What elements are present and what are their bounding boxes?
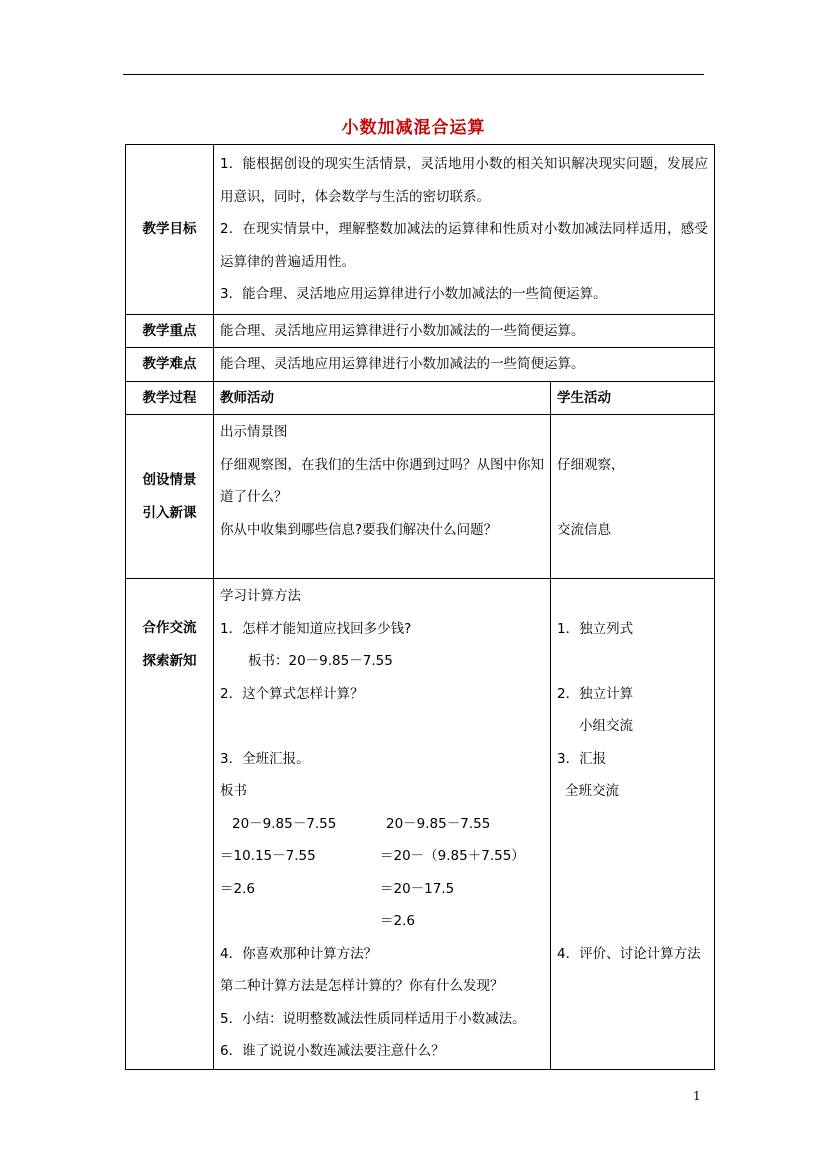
section-2-row <box>126 579 715 1070</box>
section-2-teacher-line-7: 4．你喜欢那种计算方法？ <box>220 945 378 962</box>
objective-3: 3．能合理、灵活地应用运算律进行小数加减法的一些简便运算。 <box>220 286 607 302</box>
section-2-student-line-4: 3．汇报 <box>557 750 607 767</box>
objectives-label: 教学目标 <box>126 145 214 315</box>
objective-1: 1．能根据创设的现实生活情景，灵活地用小数的相关知识解决现实问题，发展应用意识，同时，体会数学与生活的密切联系。 <box>220 156 708 205</box>
section-2-student-line-5: 全班交流 <box>565 783 619 799</box>
student-activity-header: 学生活动 <box>551 381 715 415</box>
section-2-student-line-2: 2．独立计算 <box>557 685 634 702</box>
section-1-student <box>551 415 715 579</box>
section-2-teacher-line-5: 3．全班汇报。 <box>220 750 310 767</box>
calc-left-step-3: ＝2.6 <box>220 880 255 897</box>
calc-left-step-2: ＝10.15－7.55 <box>220 848 316 864</box>
section-1-teacher <box>214 415 551 579</box>
difficulty-text: 能合理、灵活地应用运算律进行小数加减法的一些简便运算。 <box>214 348 715 382</box>
section-1-label-line-1: 创设情景 <box>142 472 197 488</box>
calc-right-step-3: ＝20－17.5 <box>380 880 455 897</box>
calc-left-step-1: 20－9.85－7.55 <box>232 815 337 832</box>
teacher-activity-header: 教师活动 <box>214 381 551 415</box>
process-label: 教学过程 <box>126 381 214 415</box>
section-2-teacher-line-4: 2．这个算式怎样计算？ <box>220 685 364 702</box>
section-1-label-line-2: 引入新课 <box>142 504 197 521</box>
section-2-teacher-line-10: 6．谁了说说小数连减法要注意什么？ <box>220 1043 445 1059</box>
section-1-student-line-1: 仔细观察， <box>557 456 625 473</box>
calc-right-step-2: ＝20－（9.85＋7.55） <box>380 848 525 864</box>
calc-right-step-1: 20－9.85－7.55 <box>386 815 491 832</box>
difficulty-row <box>126 348 715 382</box>
section-1-row <box>126 415 715 579</box>
section-2-teacher-line-8: 第二种计算方法是怎样计算的？你有什么发现？ <box>220 978 504 994</box>
section-2-label-line-2: 探索新知 <box>142 652 197 669</box>
section-1-teacher-line-3: 你从中收集到哪些信息?要我们解决什么问题？ <box>220 521 498 538</box>
key-point-row <box>126 314 715 348</box>
section-1-label <box>126 415 214 579</box>
header-rule <box>123 74 704 75</box>
difficulty-label: 教学难点 <box>126 348 214 382</box>
objectives-row <box>126 145 715 315</box>
section-1-student-line-2: 交流信息 <box>557 521 611 538</box>
calc-right-step-4: ＝2.6 <box>380 913 415 929</box>
section-2-student <box>551 579 715 1070</box>
section-2-label <box>126 579 214 1070</box>
section-2-student-line-6: 4．评价、讨论计算方法 <box>557 945 701 962</box>
section-2-student-line-3: 小组交流 <box>579 718 633 734</box>
objectives-content <box>214 145 715 315</box>
key-point-label: 教学重点 <box>126 314 214 348</box>
document-title: 小数加减混合运算 <box>341 118 486 138</box>
page-number: 1 <box>693 1089 701 1103</box>
section-2-teacher-line-2: 1．怎样才能知道应找回多少钱? <box>220 620 412 637</box>
section-1-teacher-line-1: 出示情景图 <box>220 424 288 440</box>
section-2-board-formula: 板书：20－9.85－7.55 <box>248 653 393 669</box>
section-2-student-line-1: 1．独立列式 <box>557 620 634 637</box>
section-2-label-line-1: 合作交流 <box>142 620 197 636</box>
section-1-teacher-line-2: 仔细观察图，在我们的生活中你遇到过吗？从图中你知道了什么？ <box>220 456 544 505</box>
section-2-teacher-line-9: 5．小结：说明整数减法性质同样适用于小数减法。 <box>220 1010 526 1027</box>
objective-2: 2．在现实情景中，理解整数加减法的运算律和性质对小数加减法同样适用，感受运算律的普遍适用性。 <box>220 221 708 270</box>
section-2-board-label: 板书 <box>220 783 247 799</box>
section-2-teacher <box>214 579 551 1070</box>
lesson-plan-table <box>125 144 715 1070</box>
section-2-teacher-line-1: 学习计算方法 <box>220 588 301 604</box>
key-point-text: 能合理、灵活地应用运算律进行小数加减法的一些简便运算。 <box>214 314 715 348</box>
process-header-row <box>126 381 715 415</box>
calculation-block <box>220 808 544 938</box>
